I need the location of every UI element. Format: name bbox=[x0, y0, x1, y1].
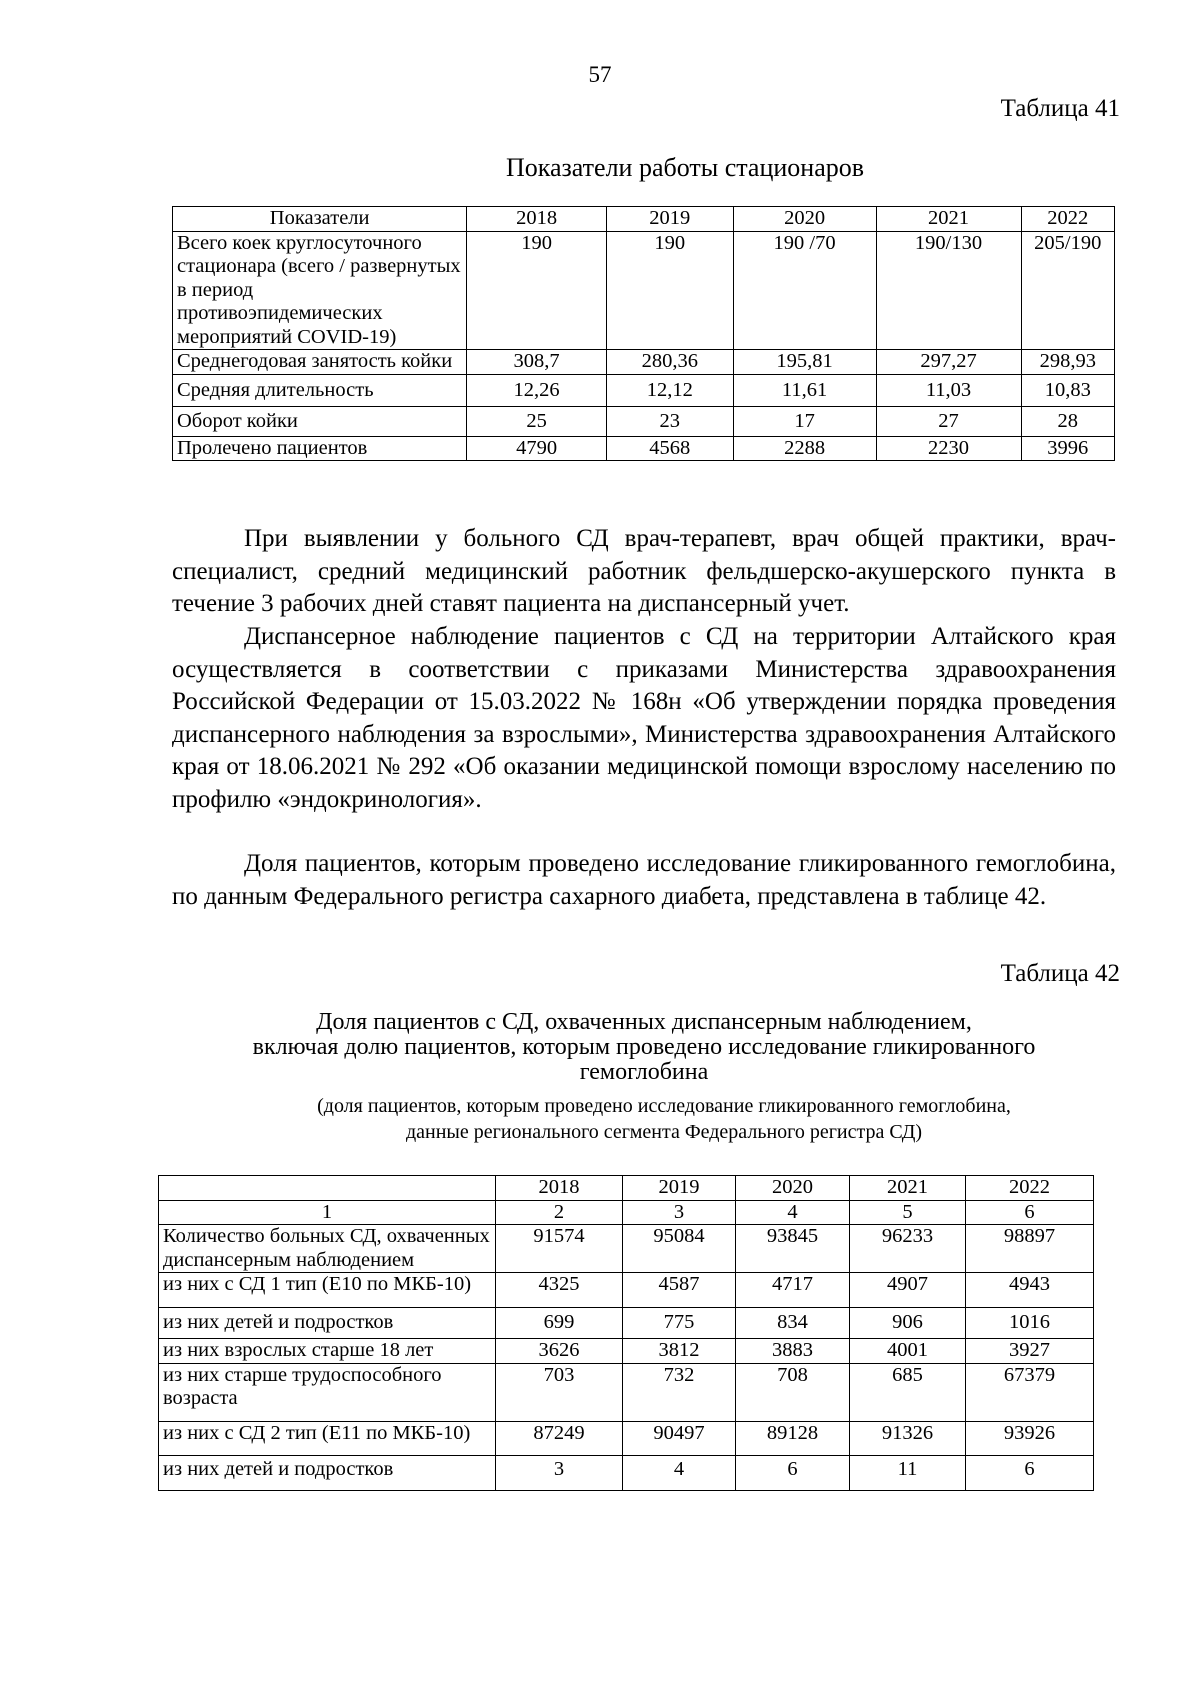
table-header-cell: 2018 bbox=[467, 207, 607, 232]
table-cell: 732 bbox=[623, 1363, 736, 1421]
table-cell: 87249 bbox=[496, 1421, 623, 1456]
table-42-numbering-row bbox=[159, 1200, 1094, 1225]
table-cell: 195,81 bbox=[733, 350, 876, 375]
table-cell: 4907 bbox=[850, 1273, 966, 1308]
table-42-header-row bbox=[159, 1176, 1094, 1201]
table-row bbox=[173, 350, 1115, 375]
table-cell: 4325 bbox=[496, 1273, 623, 1308]
table-row bbox=[173, 436, 1115, 461]
table-cell: 1016 bbox=[966, 1307, 1094, 1339]
table-cell: 91326 bbox=[850, 1421, 966, 1456]
table-cell: 91574 bbox=[496, 1225, 623, 1273]
table-cell: 280,36 bbox=[606, 350, 733, 375]
table-42-subtitle bbox=[172, 1093, 1116, 1145]
table-row bbox=[159, 1273, 1094, 1308]
column-number: 1 bbox=[159, 1200, 496, 1225]
table-cell: 699 bbox=[496, 1307, 623, 1339]
table-41-title: Показатели работы стационаров bbox=[505, 153, 865, 182]
table-41 bbox=[172, 206, 1115, 461]
row-label: из них взрослых старше 18 лет bbox=[159, 1339, 496, 1364]
table-cell: 3812 bbox=[623, 1339, 736, 1364]
table-cell: 4001 bbox=[850, 1339, 966, 1364]
row-label: из них детей и подростков bbox=[159, 1456, 496, 1491]
table-cell: 708 bbox=[736, 1363, 850, 1421]
table-cell: 27 bbox=[876, 407, 1021, 437]
column-number: 6 bbox=[966, 1200, 1094, 1225]
table-cell: 90497 bbox=[623, 1421, 736, 1456]
row-label: Пролечено пациентов bbox=[173, 436, 467, 461]
table-42-caption: Таблица 42 bbox=[1000, 960, 1120, 987]
table-header-cell: 2018 bbox=[496, 1176, 623, 1201]
table-cell: 703 bbox=[496, 1363, 623, 1421]
table-header-cell bbox=[159, 1176, 496, 1201]
table-cell: 3927 bbox=[966, 1339, 1094, 1364]
column-number: 4 bbox=[736, 1200, 850, 1225]
table-cell: 11,61 bbox=[733, 374, 876, 407]
table-cell: 3996 bbox=[1021, 436, 1115, 461]
table-cell: 28 bbox=[1021, 407, 1115, 437]
table-cell: 775 bbox=[623, 1307, 736, 1339]
table-41-caption: Таблица 41 bbox=[1000, 95, 1120, 122]
table-cell: 96233 bbox=[850, 1225, 966, 1273]
table-cell: 4717 bbox=[736, 1273, 850, 1308]
table-cell: 23 bbox=[606, 407, 733, 437]
table-row bbox=[159, 1225, 1094, 1273]
table-cell: 4568 bbox=[606, 436, 733, 461]
table-42-title-line: гемоглобина bbox=[579, 1059, 709, 1085]
table-cell: 67379 bbox=[966, 1363, 1094, 1421]
table-header-cell: 2019 bbox=[623, 1176, 736, 1201]
column-number: 5 bbox=[850, 1200, 966, 1225]
table-cell: 89128 bbox=[736, 1421, 850, 1456]
table-cell: 308,7 bbox=[467, 350, 607, 375]
table-cell: 25 bbox=[467, 407, 607, 437]
column-number: 2 bbox=[496, 1200, 623, 1225]
paragraph-2: Диспансерное наблюдение пациентов с СД на территории Алтайского края осуществляется в соответствии с приказами Министерства здравоохранения Российской Федерации от 15.03.2022 № 168н «Об утверждении порядка проведения диспансерного наблюдения за взрослыми», Министерства здравоохранения Алтайского края от 18.06.2021 № 292 «Об оказании медицинской помощи взрослому населению по профилю «эндокринология». bbox=[172, 623, 1116, 813]
table-cell: 10,83 bbox=[1021, 374, 1115, 407]
row-label: Среднегодовая занятость койки bbox=[173, 350, 467, 375]
table-header-cell: 2020 bbox=[736, 1176, 850, 1201]
table-cell: 4790 bbox=[467, 436, 607, 461]
table-cell: 3883 bbox=[736, 1339, 850, 1364]
table-header-cell: Показатели bbox=[173, 207, 467, 232]
table-cell: 93845 bbox=[736, 1225, 850, 1273]
table-cell: 2230 bbox=[876, 436, 1021, 461]
table-cell: 11 bbox=[850, 1456, 966, 1491]
column-number: 3 bbox=[623, 1200, 736, 1225]
table-cell: 11,03 bbox=[876, 374, 1021, 407]
table-42-title-line: включая долю пациентов, которым проведено исследование гликированного bbox=[252, 1034, 1036, 1060]
table-cell: 17 bbox=[733, 407, 876, 437]
table-cell: 190 /70 bbox=[733, 231, 876, 350]
table-cell: 834 bbox=[736, 1307, 850, 1339]
table-header-cell: 2019 bbox=[606, 207, 733, 232]
row-label: из них с СД 1 тип (Е10 по МКБ-10) bbox=[159, 1273, 496, 1308]
table-cell: 98897 bbox=[966, 1225, 1094, 1273]
table-row bbox=[159, 1363, 1094, 1421]
table-cell: 906 bbox=[850, 1307, 966, 1339]
table-cell: 4587 bbox=[623, 1273, 736, 1308]
table-cell: 685 bbox=[850, 1363, 966, 1421]
table-row bbox=[173, 374, 1115, 407]
table-cell: 12,26 bbox=[467, 374, 607, 407]
row-label: из них старше трудоспособного возраста bbox=[159, 1363, 496, 1421]
table-cell: 4943 bbox=[966, 1273, 1094, 1308]
table-cell: 6 bbox=[736, 1456, 850, 1491]
table-row bbox=[173, 231, 1115, 350]
table-41-header-row bbox=[173, 207, 1115, 232]
table-42-title bbox=[172, 1010, 1116, 1085]
table-cell: 95084 bbox=[623, 1225, 736, 1273]
table-header-cell: 2021 bbox=[850, 1176, 966, 1201]
table-row bbox=[173, 407, 1115, 437]
table-cell: 3 bbox=[496, 1456, 623, 1491]
table-42-subtitle-line: (доля пациентов, которым проведено исследование гликированного гемоглобина, bbox=[317, 1095, 1011, 1117]
row-label: из них с СД 2 тип (Е11 по МКБ-10) bbox=[159, 1421, 496, 1456]
table-cell: 298,93 bbox=[1021, 350, 1115, 375]
row-label: Всего коек круглосуточного стационара (всего / развернутых в период противоэпидемических мероприятий COVID-19) bbox=[173, 231, 467, 350]
table-header-cell: 2020 bbox=[733, 207, 876, 232]
table-42-title-line: Доля пациентов с СД, охваченных диспансерным наблюдением, bbox=[316, 1009, 972, 1035]
table-row bbox=[159, 1339, 1094, 1364]
table-cell: 6 bbox=[966, 1456, 1094, 1491]
table-cell: 2288 bbox=[733, 436, 876, 461]
table-header-cell: 2022 bbox=[1021, 207, 1115, 232]
table-42-subtitle-line: данные регионального сегмента Федерального регистра СД) bbox=[405, 1121, 923, 1143]
table-cell: 12,12 bbox=[606, 374, 733, 407]
table-42 bbox=[158, 1175, 1094, 1491]
page-number: 57 bbox=[588, 62, 612, 87]
table-header-cell: 2021 bbox=[876, 207, 1021, 232]
table-cell: 190/130 bbox=[876, 231, 1021, 350]
row-label: Оборот койки bbox=[173, 407, 467, 437]
table-cell: 3626 bbox=[496, 1339, 623, 1364]
table-row bbox=[159, 1456, 1094, 1491]
table-row bbox=[159, 1421, 1094, 1456]
table-cell: 4 bbox=[623, 1456, 736, 1491]
table-cell: 190 bbox=[467, 231, 607, 350]
paragraph-3: Доля пациентов, которым проведено исследование гликированного гемоглобина, по данным Федерального регистра сахарного диабета, представлена в таблице 42. bbox=[172, 850, 1116, 910]
row-label: Средняя длительность bbox=[173, 374, 467, 407]
table-cell: 205/190 bbox=[1021, 231, 1115, 350]
table-header-cell: 2022 bbox=[966, 1176, 1094, 1201]
table-cell: 297,27 bbox=[876, 350, 1021, 375]
row-label: Количество больных СД, охваченных диспансерным наблюдением bbox=[159, 1225, 496, 1273]
table-cell: 190 bbox=[606, 231, 733, 350]
row-label: из них детей и подростков bbox=[159, 1307, 496, 1339]
table-row bbox=[159, 1307, 1094, 1339]
table-cell: 93926 bbox=[966, 1421, 1094, 1456]
paragraph-1: При выявлении у больного СД врач-терапевт, врач общей практики, врач-специалист, средний медицинский работник фельдшерско-акушерского пункта в течение 3 рабочих дней ставят пациента на диспансерный учет. bbox=[172, 525, 1116, 617]
